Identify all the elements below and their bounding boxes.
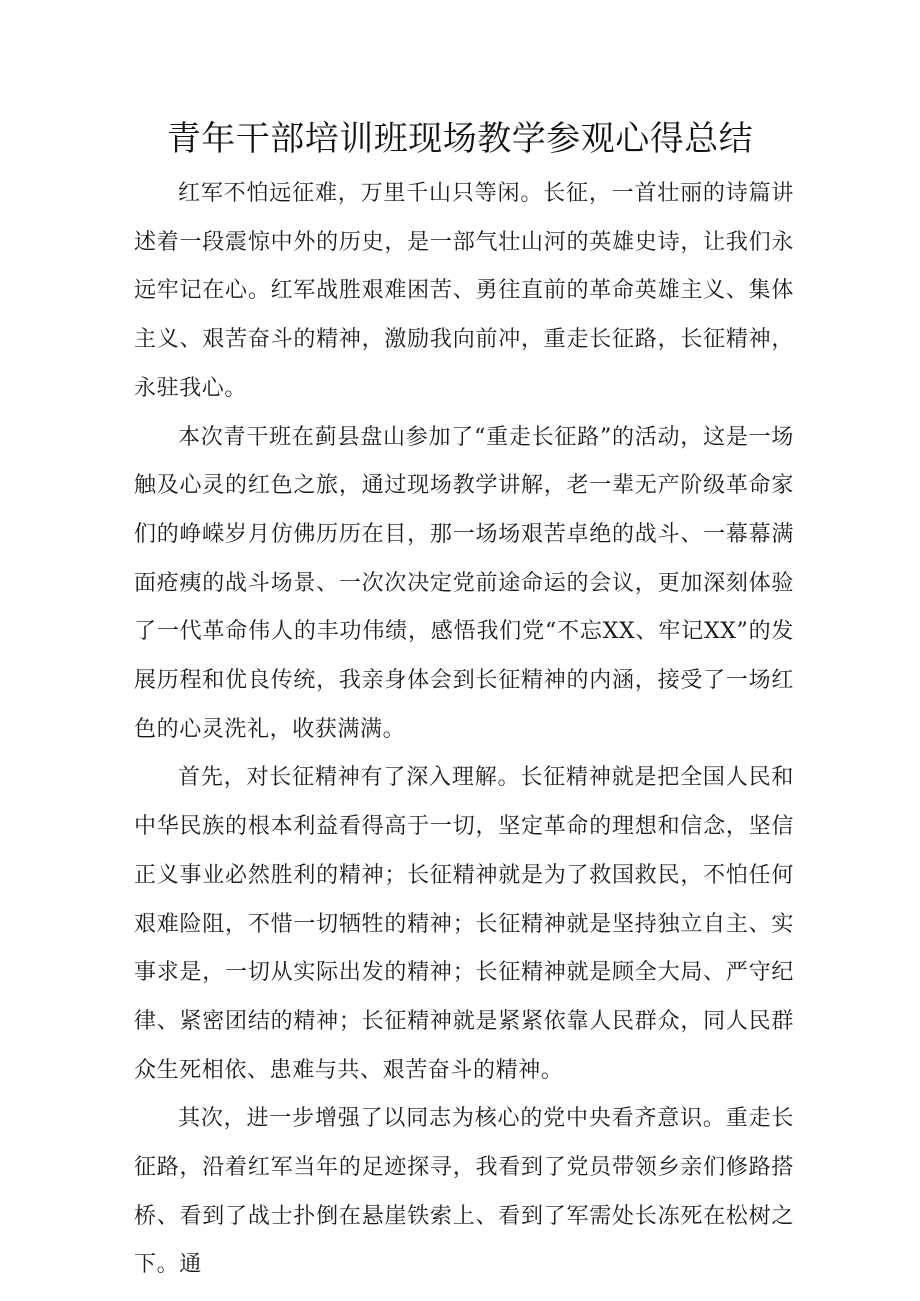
paragraph-2: 本次青干班在蓟县盘山参加了“重走长征路”的活动，这是一场触及心灵的红色之旅，通过现场教学讲解，老一辈无产阶级革命家们的峥嵘岁月仿佛历历在目，那一场场艰苦卓绝的战斗、一幕幕满面疮痍的战斗场景、一次次决定党前途命运的会议，更加深刻体验了一代革命伟人的丰功伟绩，感悟我们党“不忘XX、牢记XX”的发展历程和优良传统，我亲身体会到长征精神的内涵，接受了一场红色的心灵洗礼，收获满满。 xyxy=(134,424,794,742)
paragraph-3: 首先，对长征精神有了深入理解。长征精神就是把全国人民和中华民族的根本利益看得高于一切，坚定革命的理想和信念，坚信正义事业必然胜利的精神；长征精神就是为了救国救民，不怕任何艰难险阻，不惜一切牺牲的精神；长征精神就是坚持独立自主、实事求是，一切从实际出发的精神；长征精神就是顾全大局、严守纪律、紧密团结的精神；长征精神就是紧紧依靠人民群众，同人民群众生死相依、患难与共、艰苦奋斗的精神。 xyxy=(134,765,794,1083)
paragraph-4: 其次，进一步增强了以同志为核心的党中央看齐意识。重走长征路，沿着红军当年的足迹探寻，我看到了党员带领乡亲们修路搭桥、看到了战士扑倒在悬崖铁索上、看到了军需处长冻死在松树之下。通 xyxy=(134,1106,794,1278)
document-title: 青年干部培训班现场教学参观心得总结 xyxy=(166,119,754,159)
paragraph-1: 红军不怕远征难，万里千山只等闲。长征，一首壮丽的诗篇讲述着一段震惊中外的历史，是一部气壮山河的英雄史诗，让我们永远牢记在心。红军战胜艰难困苦、勇往直前的革命英雄主义、集体主义、艰苦奋斗的精神，激励我向前冲，重走长征路，长征精神，永驻我心。 xyxy=(134,181,794,401)
document-body xyxy=(134,170,794,1290)
